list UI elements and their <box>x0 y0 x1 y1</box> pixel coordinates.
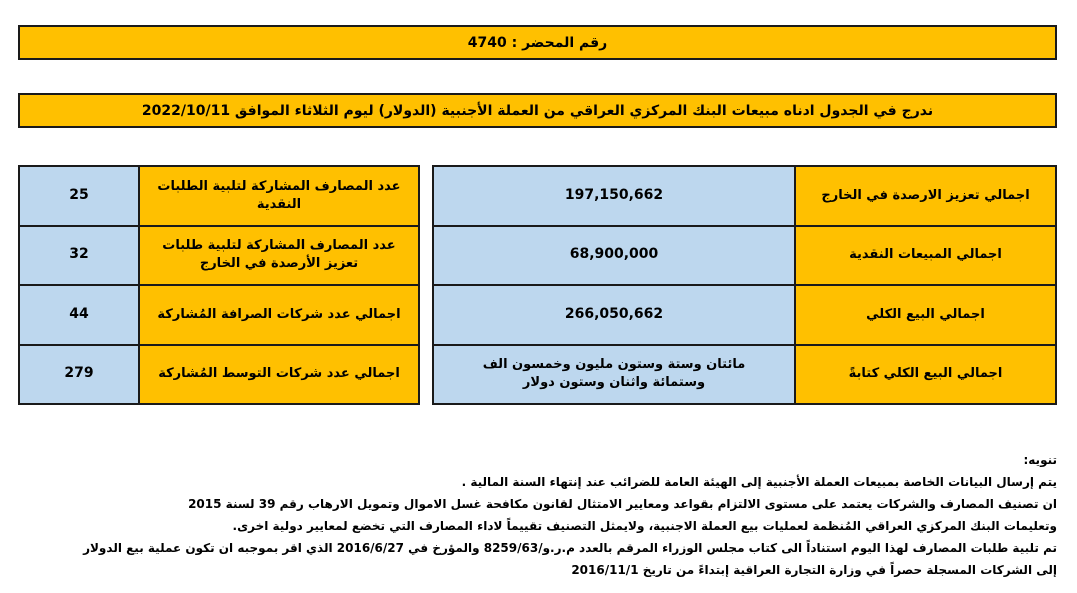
note-line: تم تلبية طلبات المصارف لهذا اليوم استناداً الى كتاب مجلس الوزراء المرقم بالعدد م.ر.و/8259/63 والمؤرخ في 2016/6/27 الذي اقر بموجبه ان تكون عملية بيع الدولار <box>83 541 1057 555</box>
note-line: يتم إرسال البيانات الخاصة بمبيعات العملة الأجنبية إلى الهيئة العامة للضرائب عند إنتهاء السنة المالية . <box>461 475 1057 489</box>
participants-row-label: عدد المصارف المشاركة لتلبية الطلبات النقدية <box>140 167 418 225</box>
intro-text: ندرج في الجدول ادناه مبيعات البنك المركزي العراقي من العملة الأجنبية (الدولار) ليوم الثلاثاء الموافق 2022/10/11 <box>141 102 934 119</box>
sales-row-label: اجمالي البيع الكلي <box>796 286 1055 344</box>
sales-row-value: 266,050,662 <box>434 286 794 344</box>
participants-row-value: 279 <box>20 346 138 404</box>
record-number-banner <box>18 25 1057 60</box>
participants-row-value: 44 <box>20 286 138 344</box>
intro-banner <box>18 93 1057 128</box>
participants-row-label: عدد المصارف المشاركة لتلبية طلبات تعزيز الأرصدة في الخارج <box>140 227 418 285</box>
participants-row-label: اجمالي عدد شركات الصرافة المُشاركة <box>140 286 418 344</box>
sales-row-label: اجمالي المبيعات النقدية <box>796 227 1055 285</box>
sales-row-value: 68,900,000 <box>434 227 794 285</box>
participants-row-value: 32 <box>20 227 138 285</box>
notes-section <box>17 449 1057 581</box>
note-line: إلى الشركات المسجلة حصراً في وزارة التجارة العراقية إبتداءً من تاريخ 2016/11/1 <box>571 563 1057 577</box>
record-number-text: رقم المحضر : 4740 <box>467 34 608 51</box>
participants-row-value: 25 <box>20 167 138 225</box>
sales-row-value-in-words: مائتان وستة وستون مليون وخمسون الف وستمائة واثنان وستون دولار <box>434 346 794 404</box>
note-line: وتعليمات البنك المركزي العراقي المُنظمة لعمليات بيع العملة الاجنبية، ولايمثل التصنيف تقييماً لاداء المصارف التي تخضع لمعايير دولية اخرى. <box>232 519 1057 533</box>
sales-row-label: اجمالي تعزيز الارصدة في الخارج <box>796 167 1055 225</box>
note-line: ان تصنيف المصارف والشركات يعتمد على مستوى الالتزام بقواعد ومعايير الامتثال لقانون مكافحة غسل الاموال وتمويل الارهاب رقم 39 لسنة 2015 <box>188 497 1057 511</box>
sales-row-value: 197,150,662 <box>434 167 794 225</box>
notes-title: تنويه: <box>1023 453 1057 467</box>
sales-row-label: اجمالي البيع الكلي كتابةً <box>796 346 1055 404</box>
sales-summary-table <box>432 165 1057 405</box>
participants-table <box>18 165 420 405</box>
participants-row-label: اجمالي عدد شركات التوسط المُشاركة <box>140 346 418 404</box>
